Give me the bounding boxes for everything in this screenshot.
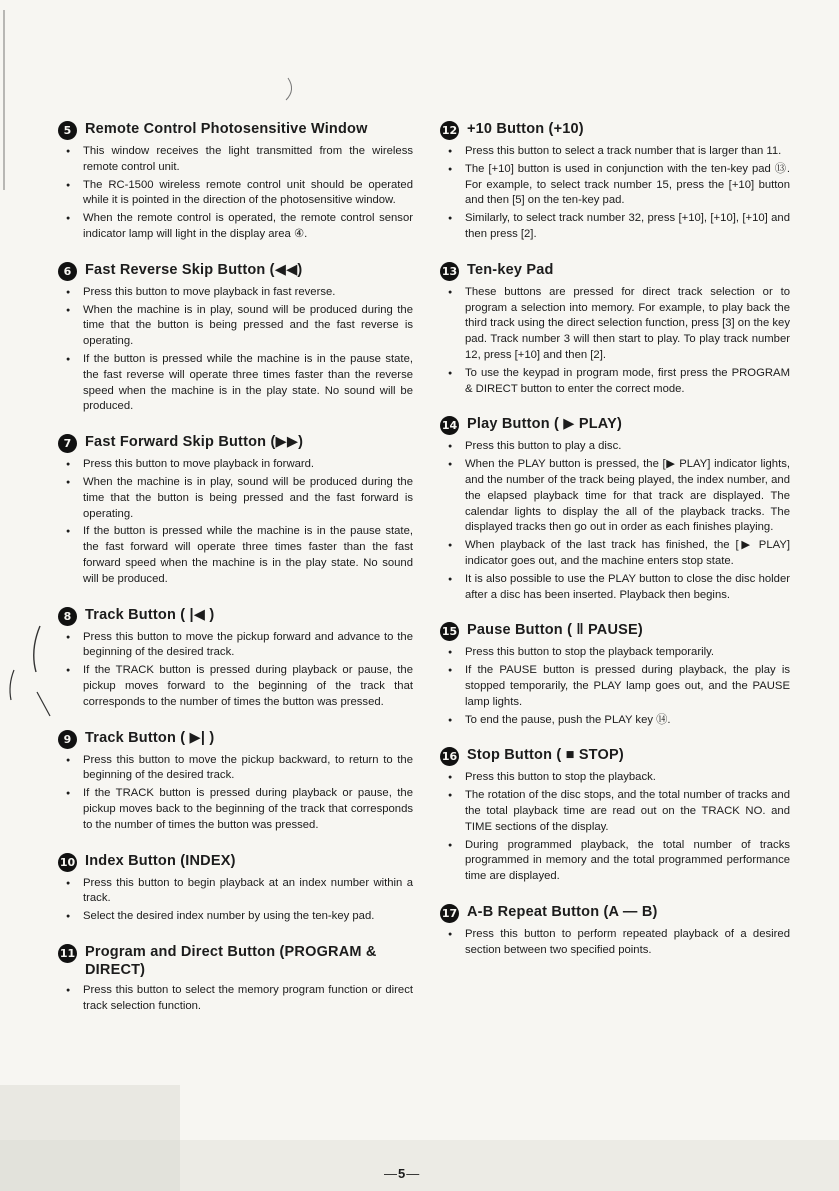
- bullet-item: ● Press this button to play a disc.: [440, 439, 790, 455]
- section-title: Program and Direct Button (PROGRAM & DIRECT): [85, 943, 377, 978]
- bullet-item: ● Press this button to perform repeated playback of a desired section between two specified points.: [440, 927, 790, 959]
- bullet-item: ● The RC-1500 wireless remote control unit should be operated while it is pointed in the direction of the photosensitive window.: [58, 178, 413, 210]
- bullet-item: ● During programmed playback, the total number of tracks programmed in memory and the total programmed performance time are displayed.: [440, 838, 790, 885]
- section-number-badge: 9: [58, 730, 77, 749]
- bullet-item: ● Select the desired index number by using the ten-key pad.: [58, 909, 413, 925]
- bullet-item: ● If the TRACK button is pressed during playback or pause, the pickup moves forward to the beginning of the track that corresponds to the number of times the button was pressed.: [58, 663, 413, 710]
- section-heading: [58, 606, 413, 626]
- bullet-list: [58, 630, 413, 711]
- section-title: Stop Button ( ■ STOP): [467, 747, 624, 764]
- bullet-list: [440, 144, 790, 243]
- section-stop-button: [440, 746, 790, 885]
- bullet-item: ● Press this button to begin playback at an index number within a track.: [58, 876, 413, 908]
- section-number-badge: 7: [58, 434, 77, 453]
- section-number-badge: 10: [58, 853, 77, 872]
- bullet-list: [440, 770, 790, 885]
- bullet-list: [58, 144, 413, 243]
- bullet-list: [58, 753, 413, 834]
- section-title: Pause Button ( ‖ PAUSE): [467, 622, 643, 639]
- section-number-badge: 11: [58, 944, 77, 963]
- section-title: Ten-key Pad: [467, 261, 554, 278]
- section-heading: [440, 261, 790, 281]
- bullet-list: [440, 439, 790, 603]
- bullet-list: [440, 927, 790, 959]
- section-plus10-button: [440, 120, 790, 243]
- section-title: Remote Control Photosensitive Window: [85, 121, 368, 137]
- bullet-item: ● Press this button to stop the playback.: [440, 770, 790, 786]
- bullet-item: ● If the TRACK button is pressed during playback or pause, the pickup moves back to the beginning of the track that corresponds to the number of times the button was pressed.: [58, 786, 413, 833]
- section-number-badge: 15: [440, 622, 459, 641]
- bullet-item: ● Press this button to select a track number that is larger than 11.: [440, 144, 790, 160]
- bullet-item: ● If the button is pressed while the machine is in the pause state, the fast reverse will operate three times faster than the reverse speed when the machine is in the play state. No sound will be produced.: [58, 352, 413, 415]
- bullet-item: ● Similarly, to select track number 32, press [+10], [+10], [+10] and then press [2].: [440, 211, 790, 243]
- bullet-item: ● Press this button to move the pickup forward and advance to the beginning of the desired track.: [58, 630, 413, 662]
- section-heading: [58, 120, 413, 140]
- section-heading: [58, 261, 413, 281]
- bullet-item: ● When playback of the last track has finished, the [▶ PLAY] indicator goes out, and the machine enters stop state.: [440, 538, 790, 570]
- section-number-badge: 5: [58, 121, 77, 140]
- section-title: Fast Forward Skip Button (▶▶): [85, 434, 304, 451]
- bullet-item: ● Press this button to move playback in forward.: [58, 457, 413, 473]
- bullet-item: ● The rotation of the disc stops, and the total number of tracks and the total playback time are read out on the TRACK NO. and TIME sections of the display.: [440, 788, 790, 835]
- section-fast-forward-skip: [58, 433, 413, 587]
- bullet-list: [58, 457, 413, 587]
- section-heading: [58, 729, 413, 749]
- section-title: Fast Reverse Skip Button (◀◀): [85, 261, 303, 278]
- section-title: +10 Button (+10): [467, 121, 584, 137]
- section-index-button: [58, 852, 413, 925]
- bullet-item: ● It is also possible to use the PLAY button to close the disc holder after a disc has been inserted. Playback then begins.: [440, 572, 790, 604]
- bullet-item: ● If the button is pressed while the machine is in the pause state, the fast forward will operate three times faster than the fast forward speed when the machine is in the play state. No sound will be produced.: [58, 524, 413, 587]
- bullet-item: ● Press this button to move playback in fast reverse.: [58, 285, 413, 301]
- bullet-list: [58, 285, 413, 415]
- section-number-badge: 17: [440, 904, 459, 923]
- section-heading: [58, 433, 413, 453]
- section-ten-key-pad: [440, 261, 790, 398]
- section-heading: [440, 415, 790, 435]
- bullet-item: ● If the PAUSE button is pressed during playback, the play is stopped temporarily, the PLAY lamp goes out, and the PAUSE lamp lights.: [440, 663, 790, 710]
- bullet-item: ● Press this button to select the memory program function or direct track selection function.: [58, 983, 413, 1015]
- bullet-item: ● When the machine is in play, sound will be produced during the time that the button is being pressed and the fast forward is operating.: [58, 475, 413, 522]
- bullet-item: ● The [+10] button is used in conjunction with the ten-key pad ⑬. For example, to select track number 15, press the [+10] button and then [5] on the ten-key pad.: [440, 162, 790, 209]
- bullet-item: ● Press this button to move the pickup backward, to return to the beginning of the desired track.: [58, 753, 413, 785]
- bullet-item: ● When the remote control is operated, the remote control sensor indicator lamp will light in the display area ④.: [58, 211, 413, 243]
- bullet-item: ● When the machine is in play, sound will be produced during the time that the button is being pressed and the fast reverse is operating.: [58, 303, 413, 350]
- section-track-button-backward: [58, 729, 413, 834]
- bullet-list: [58, 983, 413, 1015]
- section-number-badge: 13: [440, 262, 459, 281]
- section-heading: [440, 746, 790, 766]
- section-remote-control-window: [58, 120, 413, 243]
- right-column: [440, 120, 790, 976]
- bullet-item: ● To end the pause, push the PLAY key ⑭.: [440, 713, 790, 729]
- bullet-list: [440, 285, 790, 398]
- section-title: A-B Repeat Button (A — B): [467, 903, 658, 920]
- section-heading: [58, 943, 413, 979]
- section-number-badge: 12: [440, 121, 459, 140]
- section-program-direct-button: [58, 943, 413, 1015]
- section-ab-repeat-button: [440, 903, 790, 959]
- section-heading: [440, 903, 790, 923]
- bullet-item: ● Press this button to stop the playback temporarily.: [440, 645, 790, 661]
- section-heading: [440, 120, 790, 140]
- section-number-badge: 16: [440, 747, 459, 766]
- section-title: Play Button ( ▶ PLAY): [467, 416, 622, 433]
- left-column: [58, 120, 413, 1032]
- bullet-item: ● These buttons are pressed for direct track selection or to program a selection into memory. For example, to play back the third track using the direct selection function, press [3] on the key pad. Track number 3 will then start to play. To play track number 12, press [+10] and then [2].: [440, 285, 790, 364]
- section-play-button: [440, 415, 790, 603]
- bullet-item: ● To use the keypad in program mode, first press the PROGRAM & DIRECT button to enter the correct mode.: [440, 366, 790, 398]
- section-number-badge: 8: [58, 607, 77, 626]
- section-fast-reverse-skip: [58, 261, 413, 415]
- bullet-item: ● When the PLAY button is pressed, the [▶ PLAY] indicator lights, and the number of the track being played, the index number, and the elapsed playback time for that track are displayed. The calendar lights to display the all of the playback tracks. The displayed tracks then go out in order as each finishes playing.: [440, 457, 790, 536]
- section-title: Track Button ( |◀ ): [85, 606, 215, 623]
- section-track-button-forward: [58, 606, 413, 711]
- section-pause-button: [440, 621, 790, 728]
- section-number-badge: 6: [58, 262, 77, 281]
- section-title: Track Button ( ▶| ): [85, 729, 215, 746]
- section-title: Index Button (INDEX): [85, 852, 236, 869]
- page-number-value: 5: [398, 1166, 407, 1181]
- page-number: [384, 1166, 420, 1181]
- bullet-list: [440, 645, 790, 728]
- section-heading: [440, 621, 790, 641]
- bullet-list: [58, 876, 413, 925]
- bullet-item: ● This window receives the light transmitted from the wireless remote control unit.: [58, 144, 413, 176]
- section-number-badge: 14: [440, 416, 459, 435]
- section-heading: [58, 852, 413, 872]
